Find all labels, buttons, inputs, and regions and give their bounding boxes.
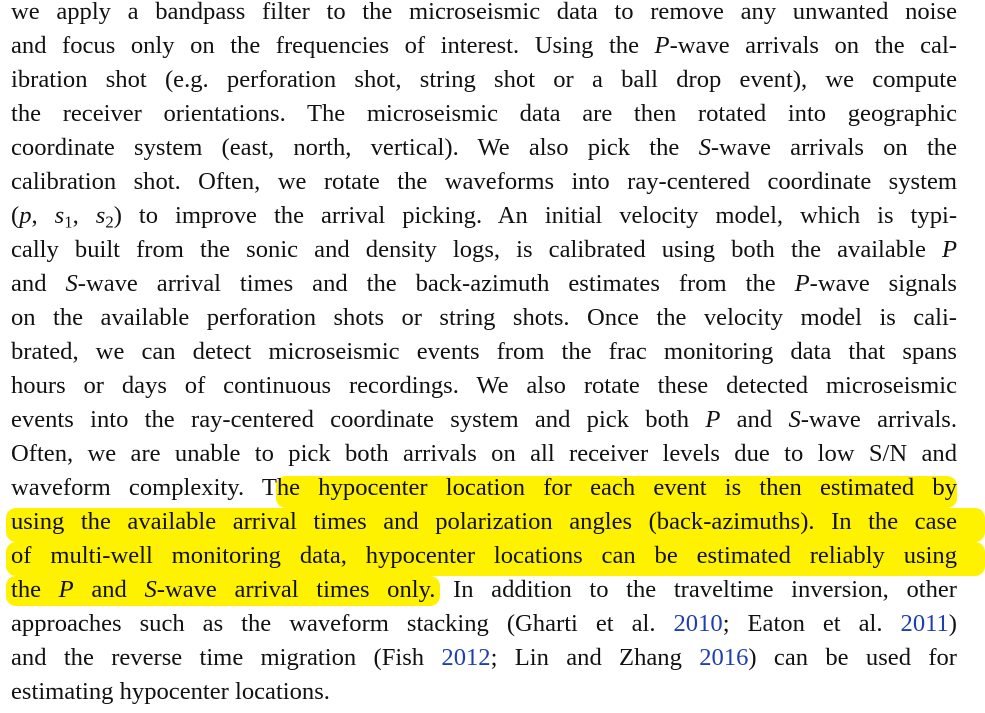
text-run: on the available perforation shots or string shots. Once the velocity model is cali-: [11, 304, 957, 331]
text-line: [11, 199, 957, 233]
text-run: cally built from the sonic and density logs, is calibrated using both the available: [11, 236, 942, 263]
text-run: S: [788, 406, 801, 433]
text-run: -wave arrivals.: [800, 406, 957, 433]
text-run: 1: [64, 212, 73, 232]
text-line: [11, 505, 957, 539]
text-line: [11, 335, 957, 369]
text-run: events into the ray-centered coordinate system and pick both: [11, 406, 706, 433]
text-line: [11, 607, 957, 641]
citation-link[interactable]: 2012: [441, 644, 491, 671]
text-line: [11, 369, 957, 403]
text-run: S: [65, 270, 78, 297]
text-run: of multi-well monitoring data, hypocenter locations can be estimated reliably using: [11, 542, 957, 569]
text-run: ): [948, 610, 957, 637]
text-run: the receiver orientations. The microseismic data are then rotated into geographic: [11, 100, 957, 127]
text-run: using the available arrival times and polarization angles (back-azimuths). In the case: [11, 508, 957, 535]
text-run: estimating hypocenter locations.: [11, 678, 330, 705]
text-run: ) to improve the arrival picking. An initial velocity model, which is typi-: [113, 202, 958, 229]
text-line: [11, 97, 957, 131]
text-run: the: [11, 576, 59, 603]
text-run: -wave arrivals on the: [710, 134, 957, 161]
text-line: [11, 267, 957, 301]
text-run: P: [794, 270, 810, 297]
text-run: hours or days of continuous recordings. We also rotate these detected microseismic: [11, 372, 957, 399]
text-run: P: [941, 236, 957, 263]
text-run: and: [720, 406, 789, 433]
text-run: s: [95, 202, 106, 229]
text-line: [11, 675, 957, 709]
text-line: [11, 0, 957, 29]
text-run: ; Lin and Zhang: [490, 644, 700, 671]
text-line: [11, 29, 957, 63]
text-run: and the reverse time migration (Fish: [11, 644, 442, 671]
text-line: [11, 573, 957, 607]
text-run: ) can be used for: [748, 644, 957, 671]
text-line: [11, 165, 957, 199]
text-line: [11, 301, 957, 335]
text-run: calibration shot. Often, we rotate the waveforms into ray-centered coordinate system: [11, 168, 957, 195]
text-run: we apply a bandpass filter to the microseismic data to remove any unwanted noise: [11, 0, 957, 25]
text-line: [11, 403, 957, 437]
text-run: P: [58, 576, 74, 603]
text-run: -wave signals: [809, 270, 958, 297]
text-line: [11, 63, 957, 97]
text-run: 2: [105, 212, 114, 232]
text-run: Often, we are unable to pick both arrivals on all receiver levels due to low S/N and: [11, 440, 957, 467]
text-run: S: [698, 134, 711, 161]
text-line: [11, 233, 957, 267]
text-run: S: [144, 576, 157, 603]
text-line: [11, 641, 957, 675]
text-run: approaches such as the waveform stacking (Gharti et al.: [11, 610, 674, 637]
text-line: [11, 471, 957, 505]
citation-link[interactable]: 2010: [673, 610, 723, 637]
text-line: [11, 437, 957, 471]
text-run: P: [654, 32, 670, 59]
text-run: ibration shot (e.g. perforation shot, string shot or a ball drop event), we compute: [11, 66, 957, 93]
text-run: coordinate system (east, north, vertical). We also pick the: [11, 134, 699, 161]
text-run: p: [19, 202, 32, 229]
text-run: s: [54, 202, 65, 229]
text-line: [11, 131, 957, 165]
text-run: -wave arrivals on the cal-: [669, 32, 957, 59]
text-run: -wave arrival times and the back-azimuth estimates from the: [77, 270, 795, 297]
text-run: and: [11, 270, 66, 297]
text-run: P: [705, 406, 721, 433]
text-run: ,: [31, 202, 55, 229]
text-run: -wave arrival times only. In addition to the traveltime inversion, other: [156, 576, 957, 603]
citation-link[interactable]: 2016: [699, 644, 749, 671]
citation-link[interactable]: 2011: [900, 610, 949, 637]
text-run: brated, we can detect microseismic events from the frac monitoring data that spans: [11, 338, 957, 365]
text-run: (: [11, 202, 20, 229]
text-run: ; Eaton et al.: [722, 610, 901, 637]
text-run: ,: [72, 202, 96, 229]
text-run: waveform complexity. The hypocenter location for each event is then estimated by: [11, 474, 957, 501]
text-run: and focus only on the frequencies of interest. Using the: [11, 32, 655, 59]
text-run: and: [73, 576, 145, 603]
text-line: [11, 539, 957, 573]
